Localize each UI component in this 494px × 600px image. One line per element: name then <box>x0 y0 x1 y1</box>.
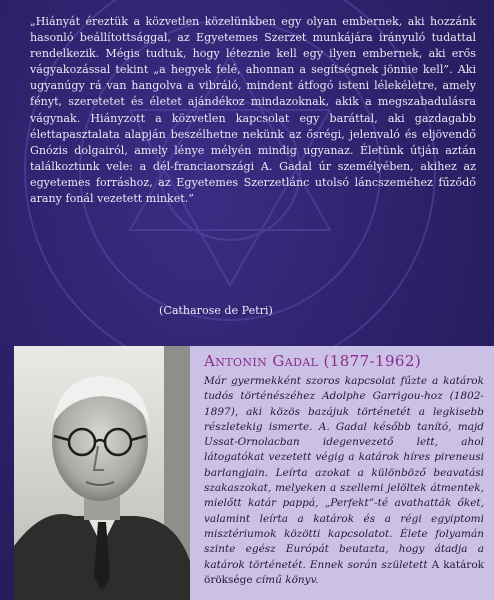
author-name: Antonin Gadal <box>204 352 319 370</box>
biography-body: Már gyermekként szoros kapcsolat fűzte a katárok tudós történészéhez Adolphe Garrigou-hoz (1802-1897), aki közös bazájuk történetét a legkisebb részletekig ismerte. A. Gadal később tanító, majd Ussat-Ornolacban idegenvezető lett, ahol látogatókat vezetett végig a katárok híres pireneusi barlangjain. Leírta azokat a különböző beavatási szakaszokat, melyeken a szellemi jelöltek átmentek, mielőtt katár pappá, „Perfekt”-té avathatták őket, valamint leírta a katárok és a régi egyiptomi misztériumok közötti kapcsolatot. Élete folyamán szinte egész Európát beutazta, hogy átadja a katárok történetét. Ennek során született <box>204 375 484 571</box>
author-years: (1877-1962) <box>323 352 422 370</box>
quote-attribution: (Catharose de Petri) <box>159 304 273 317</box>
book-title: A katárok öröksége <box>204 558 484 586</box>
author-heading <box>204 352 421 370</box>
biography-text <box>204 374 484 588</box>
quote-text: „Hiányát éreztük a közvetlen közelünkben egy olyan embernek, aki hozzánk hasonló beállítottsággal, az Egyetemes Szerzet munkájára irányuló tudattal rendelkezik. Mégis tudtuk, hogy léteznie kell egy ilyen embernek, aki erős vágyakozással tekint „a hegyek felé, ahonnan a segítségnek jönnie kell”. Aki ugyanúgy rá van hangolva a vibráló, mindent átfogó isteni lélekéletre, amely fényt, szeretetet és életet ajándékoz mindazoknak, akik a megszabadulásra vágynak. Hiányzott a közvetlen kapcsolat egy baráttal, aki gazdagabb élettapasztalata alapján beszélhetne nekünk az ősrégi, jelenvaló és eljövendő Gnózis dolgairól, amely lénye mélyén mindig ugyanaz. Életünk útján aztán találkoztunk vele: a dél-franciaországi A. Gadal úr személyében, akihez az egyetemes forráshoz, az Egyetemes Szerzetlánc utolsó láncszeméhez fűződő arany fonál vezetett minket.” <box>30 15 476 206</box>
portrait-image <box>14 346 190 600</box>
biography-ending: című könyv. <box>255 573 319 586</box>
author-portrait-photo <box>14 346 190 600</box>
